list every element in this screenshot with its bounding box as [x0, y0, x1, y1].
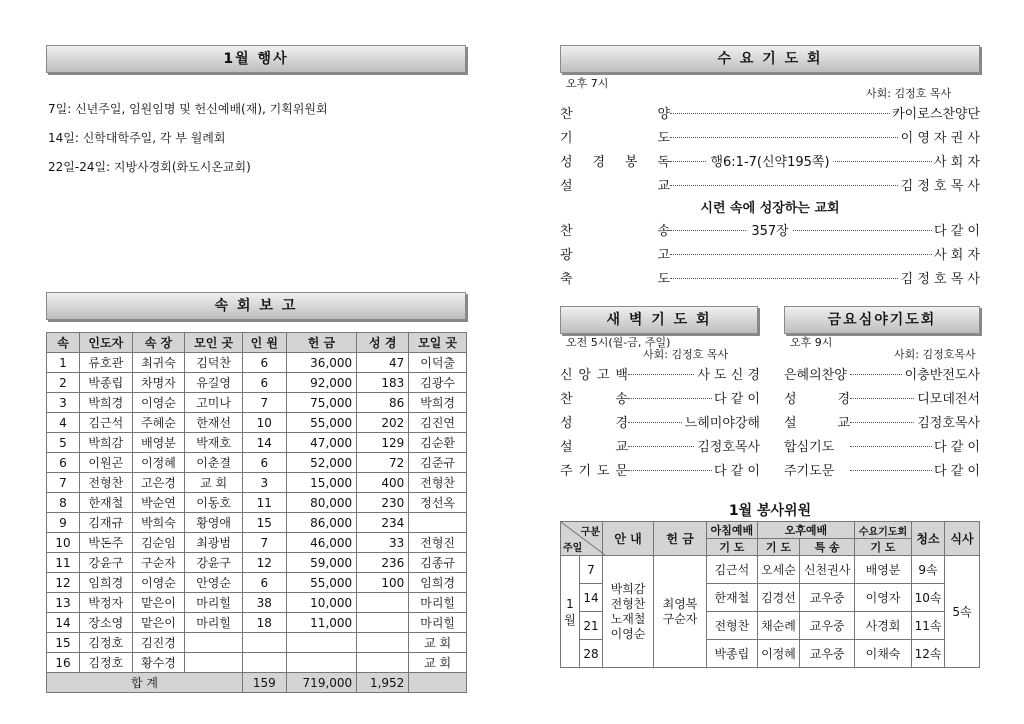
event-item: 14일: 신학대학주일, 각 부 월례회: [48, 131, 226, 145]
program-item-label: 축 도: [560, 272, 670, 287]
group-no-cell: 6: [47, 453, 80, 473]
group-no-cell: 7: [47, 473, 80, 493]
attendance-cell: 6: [242, 373, 286, 393]
offering-cell: 10,000: [286, 593, 356, 613]
bible-count-cell: [357, 653, 409, 673]
group-no-cell: 12: [47, 573, 80, 593]
special-song: 신천권사: [800, 556, 855, 584]
program-item-label: 은혜의찬양: [784, 368, 847, 383]
leader-cell: 한재철: [80, 493, 133, 513]
group-no-cell: 16: [47, 653, 80, 673]
program-item-label: 설 교: [784, 416, 850, 431]
clean-cell: 10속: [912, 584, 945, 612]
program-item-detail: 행6:1-7(신약195쪽): [706, 151, 833, 170]
group-head-cell: 황수경: [132, 653, 185, 673]
special-header: 특 송: [800, 539, 855, 556]
dawn-title: 새 벽 기 도 회: [606, 312, 712, 328]
offering-cell: 36,000: [286, 353, 356, 373]
program-item-person: 이충반전도사: [903, 364, 980, 383]
bible-count-cell: 183: [357, 373, 409, 393]
leader-cell: 김근석: [80, 413, 133, 433]
next-place-cell: 교 회: [409, 633, 467, 653]
group-no-cell: 13: [47, 593, 80, 613]
offering-cell: 55,000: [286, 573, 356, 593]
program-row: [784, 412, 980, 432]
table-row: [47, 553, 467, 573]
program-item-person: 사 도 신 경: [695, 364, 760, 383]
meal-header: 식사: [945, 522, 980, 556]
group-no-cell: 9: [47, 513, 80, 533]
program-item-label: 찬 송: [560, 224, 670, 239]
attendance-cell: 7: [242, 393, 286, 413]
group-no-cell: 3: [47, 393, 80, 413]
table-row: [47, 473, 467, 493]
bible-count-cell: 230: [357, 493, 409, 513]
prayer-header: 기 도: [757, 539, 799, 556]
table-row: [47, 453, 467, 473]
morning-header: 아침예배: [707, 522, 758, 539]
wednesday-host: 사회: 김정호 목사: [866, 87, 952, 100]
prayer-header: 기 도: [707, 539, 758, 556]
wed-prayer: 이채숙: [855, 640, 912, 668]
program-item-label: 성 경: [784, 392, 850, 407]
meeting-place-cell: [185, 633, 243, 653]
meeting-place-cell: 안영순: [185, 573, 243, 593]
attendance-cell: 10: [242, 413, 286, 433]
leader-cell: 장소영: [80, 613, 133, 633]
next-place-cell: 김광수: [409, 373, 467, 393]
friday-title: 금요심야기도회: [827, 312, 937, 328]
program-row: [560, 364, 760, 384]
event-item: 7일: 신년주일, 임원임명 및 헌신예배(재), 기획위원회: [48, 102, 328, 116]
program-item-person: 다 같 이: [932, 460, 980, 479]
program-item-label: 주 기 도 문: [560, 464, 628, 479]
group-no-cell: 8: [47, 493, 80, 513]
afternoon-prayer: 김경선: [757, 584, 799, 612]
program-item-person: 이 영 자 권 사: [899, 127, 980, 146]
report-title: 속 회 보 고: [214, 298, 298, 314]
bible-count-cell: 33: [357, 533, 409, 553]
program-row: [560, 127, 980, 147]
offering-cell: 92,000: [286, 373, 356, 393]
table-row: [47, 493, 467, 513]
bible-count-cell: 129: [357, 433, 409, 453]
dawn-time: 오전 5시(월-금, 주일): [566, 336, 671, 349]
program-row: [784, 436, 980, 456]
program-row: [560, 412, 760, 432]
next-place-cell: 교 회: [409, 653, 467, 673]
leader-cell: 박희경: [80, 393, 133, 413]
group-no-cell: 5: [47, 433, 80, 453]
morning-prayer: 박종립: [707, 640, 758, 668]
offering-cell: 75,000: [286, 393, 356, 413]
group-head-cell: 맡은이: [132, 593, 185, 613]
col-header: 모인 곳: [185, 333, 243, 353]
program-row: [560, 220, 980, 240]
meeting-place-cell: 마리힐: [185, 593, 243, 613]
next-place-cell: 김진연: [409, 413, 467, 433]
offering-cell: 46,000: [286, 533, 356, 553]
group-head-cell: 구순자: [132, 553, 185, 573]
program-item-person: 김 정 호 목 사: [899, 175, 980, 194]
col-header: 인도자: [80, 333, 133, 353]
attendance-cell: [242, 653, 286, 673]
col-header: 인 원: [242, 333, 286, 353]
month-label: 1 월: [564, 596, 576, 627]
group-no-cell: 14: [47, 613, 80, 633]
program-row: [560, 268, 980, 288]
total-bible: 1,952: [357, 673, 409, 693]
offering-header: 헌 금: [654, 522, 707, 556]
meeting-place-cell: 박재호: [185, 433, 243, 453]
col-header: 헌 금: [286, 333, 356, 353]
program-item-label: 주기도문: [784, 464, 835, 479]
clean-cell: 12속: [912, 640, 945, 668]
leader-cell: 박정자: [80, 593, 133, 613]
next-place-cell: 김종규: [409, 553, 467, 573]
program-item-label: 신 앙 고 백: [560, 368, 628, 383]
meeting-place-cell: [185, 653, 243, 673]
program-item-person: 다 같 이: [712, 388, 760, 407]
program-row: [560, 175, 980, 195]
bible-count-cell: 47: [357, 353, 409, 373]
group-head-cell: 이영순: [132, 393, 185, 413]
offering-cell: 15,000: [286, 473, 356, 493]
leader-cell: 김정호: [80, 653, 133, 673]
group-head-cell: 맡은이: [132, 613, 185, 633]
guide-names: 박희감 전형찬 노재철 이영순: [610, 581, 646, 641]
group-head-cell: 고은경: [132, 473, 185, 493]
report-header-row: [47, 333, 467, 353]
program-item-person: 다 같 이: [712, 460, 760, 479]
attendance-cell: 18: [242, 613, 286, 633]
attendance-cell: 11: [242, 493, 286, 513]
group-head-cell: 최귀숙: [132, 353, 185, 373]
program-item-person: 사 회 자: [932, 244, 980, 263]
next-place-cell: 전형진: [409, 533, 467, 553]
meal-cell: 5속: [945, 556, 980, 668]
meeting-place-cell: 이동호: [185, 493, 243, 513]
wed-prayer: 이영자: [855, 584, 912, 612]
offering-cell: [654, 556, 707, 668]
program-row: [560, 436, 760, 456]
day-cell: 21: [580, 612, 603, 640]
group-head-cell: 박희숙: [132, 513, 185, 533]
corner-bottom-label: 주일: [563, 543, 583, 554]
bible-count-cell: [357, 633, 409, 653]
wed-header: 수요기도회: [855, 522, 912, 539]
attendance-cell: 38: [242, 593, 286, 613]
meeting-place-cell: 교 회: [185, 473, 243, 493]
special-song: 교우중: [800, 584, 855, 612]
table-row: [47, 513, 467, 533]
meeting-place-cell: 고미나: [185, 393, 243, 413]
leader-cell: 김정호: [80, 633, 133, 653]
wed-prayer: 사경회: [855, 612, 912, 640]
leader-cell: 류호관: [80, 353, 133, 373]
next-place-cell: 마리힐: [409, 593, 467, 613]
program-item-label: 찬 양: [560, 107, 670, 122]
report-table: [46, 332, 467, 693]
wednesday-time: 오후 7시: [566, 77, 609, 90]
wednesday-title: 수 요 기 도 회: [717, 51, 823, 67]
table-row: [47, 373, 467, 393]
next-place-cell: 박희경: [409, 393, 467, 413]
wednesday-sermon-title: 시련 속에 성장하는 교회: [700, 201, 840, 216]
program-item-person: 느헤미야강해: [683, 412, 760, 431]
next-place-cell: 임희경: [409, 573, 467, 593]
group-no-cell: 15: [47, 633, 80, 653]
group-head-cell: 차명자: [132, 373, 185, 393]
report-title-bar: [46, 292, 466, 320]
attendance-cell: 7: [242, 533, 286, 553]
col-header: 성 경: [357, 333, 409, 353]
next-place-cell: 김순환: [409, 433, 467, 453]
program-item-person: 사 회 자: [932, 151, 980, 170]
guide-header: 안 내: [603, 522, 654, 556]
bible-count-cell: 400: [357, 473, 409, 493]
table-row: [47, 393, 467, 413]
next-place-cell: 이덕출: [409, 353, 467, 373]
program-row: [784, 460, 980, 480]
program-row: [560, 151, 980, 171]
meeting-place-cell: 한재선: [185, 413, 243, 433]
col-header: 속: [47, 333, 80, 353]
leader-cell: 임희경: [80, 573, 133, 593]
friday-program: [784, 364, 980, 484]
table-row: [47, 533, 467, 553]
group-no-cell: 2: [47, 373, 80, 393]
friday-time: 오후 9시: [790, 336, 833, 349]
program-item-person: 카이로스찬양단: [890, 103, 980, 122]
report-total-row: [47, 673, 467, 693]
program-item-person: 다 같 이: [932, 436, 980, 455]
events-list: [48, 100, 328, 187]
leader-cell: 박희감: [80, 433, 133, 453]
next-place-cell: 정선옥: [409, 493, 467, 513]
attendance-cell: 3: [242, 473, 286, 493]
dawn-host: 사회: 김정호 목사: [643, 348, 729, 361]
event-item: 22일-24일: 지방사경회(화도시온교회): [48, 160, 251, 174]
offering-cell: [286, 633, 356, 653]
total-offering: 719,000: [286, 673, 356, 693]
group-head-cell: 박순연: [132, 493, 185, 513]
meeting-place-cell: 김덕찬: [185, 353, 243, 373]
bible-count-cell: [357, 593, 409, 613]
program-item-person: 김정호목사: [915, 412, 980, 431]
morning-prayer: 전형찬: [707, 612, 758, 640]
col-header: 모일 곳: [409, 333, 467, 353]
service-title: 1월 봉사위원: [728, 503, 812, 519]
program-item-person: 다 같 이: [932, 220, 980, 239]
wednesday-title-bar: [560, 45, 980, 73]
program-item-label: 성 경: [560, 416, 628, 431]
program-item-label: 찬 송: [560, 392, 628, 407]
group-head-cell: 이정혜: [132, 453, 185, 473]
offering-cell: 80,000: [286, 493, 356, 513]
afternoon-prayer: 채순례: [757, 612, 799, 640]
attendance-cell: [242, 633, 286, 653]
program-item-label: 기 도: [560, 131, 670, 146]
table-row: [47, 593, 467, 613]
program-row: [560, 103, 980, 123]
leader-cell: 이원곤: [80, 453, 133, 473]
group-head-cell: 배영분: [132, 433, 185, 453]
afternoon-header: 오후예배: [757, 522, 854, 539]
attendance-cell: 6: [242, 573, 286, 593]
group-head-cell: 김진경: [132, 633, 185, 653]
afternoon-prayer: 이정혜: [757, 640, 799, 668]
next-place-cell: 마리힐: [409, 613, 467, 633]
table-row: [47, 353, 467, 373]
program-item-person: 김 정 호 목 사: [899, 268, 980, 287]
bible-count-cell: 236: [357, 553, 409, 573]
meeting-place-cell: 황영애: [185, 513, 243, 533]
day-cell: 7: [580, 556, 603, 584]
total-label: 합 계: [47, 673, 243, 693]
offering-cell: 47,000: [286, 433, 356, 453]
offering-cell: [286, 653, 356, 673]
attendance-cell: 6: [242, 453, 286, 473]
program-item-label: 설 교: [560, 179, 670, 194]
group-no-cell: 11: [47, 553, 80, 573]
table-row: [47, 413, 467, 433]
col-header: 속 장: [132, 333, 185, 353]
offering-cell: 55,000: [286, 413, 356, 433]
special-song: 교우중: [800, 640, 855, 668]
group-no-cell: 10: [47, 533, 80, 553]
program-row: [784, 364, 980, 384]
leader-cell: 박돈주: [80, 533, 133, 553]
month-cell: [561, 556, 580, 668]
guide-cell: [603, 556, 654, 668]
meeting-place-cell: 최광범: [185, 533, 243, 553]
leader-cell: 박종립: [80, 373, 133, 393]
total-people: 159: [242, 673, 286, 693]
friday-host: 사회: 김정호목사: [894, 348, 976, 361]
table-row: [47, 433, 467, 453]
wednesday-program: [560, 103, 980, 199]
group-no-cell: 1: [47, 353, 80, 373]
wednesday-program-2: [560, 220, 980, 292]
meeting-place-cell: 마리힐: [185, 613, 243, 633]
program-item-label: 광 고: [560, 248, 670, 263]
program-row: [560, 388, 760, 408]
program-row: [560, 244, 980, 264]
offering-cell: 52,000: [286, 453, 356, 473]
special-song: 교우중: [800, 612, 855, 640]
friday-title-bar: [784, 306, 980, 334]
program-item-label: 합심기도: [784, 440, 835, 455]
dawn-title-bar: [560, 306, 758, 334]
meeting-place-cell: 강윤구: [185, 553, 243, 573]
bible-count-cell: 86: [357, 393, 409, 413]
group-no-cell: 4: [47, 413, 80, 433]
table-row: [47, 573, 467, 593]
bible-count-cell: 100: [357, 573, 409, 593]
next-place-cell: 전형찬: [409, 473, 467, 493]
morning-prayer: 한재철: [707, 584, 758, 612]
group-head-cell: 이영순: [132, 573, 185, 593]
bible-count-cell: 72: [357, 453, 409, 473]
prayer-header: 기 도: [855, 539, 912, 556]
morning-prayer: 김근석: [707, 556, 758, 584]
leader-cell: 전형찬: [80, 473, 133, 493]
attendance-cell: 6: [242, 353, 286, 373]
attendance-cell: 12: [242, 553, 286, 573]
bible-count-cell: 202: [357, 413, 409, 433]
attendance-cell: 15: [242, 513, 286, 533]
offering-cell: 86,000: [286, 513, 356, 533]
clean-cell: 11속: [912, 612, 945, 640]
group-head-cell: 김순임: [132, 533, 185, 553]
leader-cell: 김재규: [80, 513, 133, 533]
service-table: [560, 521, 980, 668]
corner-top-label: 구분: [580, 527, 600, 538]
wed-prayer: 배영분: [855, 556, 912, 584]
table-row: [47, 613, 467, 633]
events-title: 1월 행사: [223, 51, 289, 67]
table-row: [47, 633, 467, 653]
clean-cell: 9속: [912, 556, 945, 584]
program-item-person: 디모데전서: [915, 388, 980, 407]
offering-cell: 59,000: [286, 553, 356, 573]
group-head-cell: 주혜순: [132, 413, 185, 433]
afternoon-prayer: 오세순: [757, 556, 799, 584]
offering-cell: 11,000: [286, 613, 356, 633]
program-item-label: 설 교: [560, 440, 628, 455]
offering-names: 최영복 구순자: [662, 596, 698, 626]
bible-count-cell: [357, 613, 409, 633]
program-row: [560, 460, 760, 480]
program-item-label: 성 경 봉 독: [560, 155, 670, 170]
program-item-person: 김정호목사: [695, 436, 760, 455]
next-place-cell: [409, 513, 467, 533]
day-cell: 14: [580, 584, 603, 612]
attendance-cell: 14: [242, 433, 286, 453]
day-cell: 28: [580, 640, 603, 668]
program-item-detail: 357장: [747, 220, 792, 239]
program-row: [784, 388, 980, 408]
total-empty: [409, 673, 467, 693]
leader-cell: 강윤구: [80, 553, 133, 573]
meeting-place-cell: 유길영: [185, 373, 243, 393]
next-place-cell: 김준규: [409, 453, 467, 473]
events-title-bar: [46, 45, 466, 73]
corner-cell: [561, 522, 603, 556]
dawn-program: [560, 364, 760, 484]
table-row: [47, 653, 467, 673]
bible-count-cell: 234: [357, 513, 409, 533]
meeting-place-cell: 이춘결: [185, 453, 243, 473]
clean-header: 청소: [912, 522, 945, 556]
